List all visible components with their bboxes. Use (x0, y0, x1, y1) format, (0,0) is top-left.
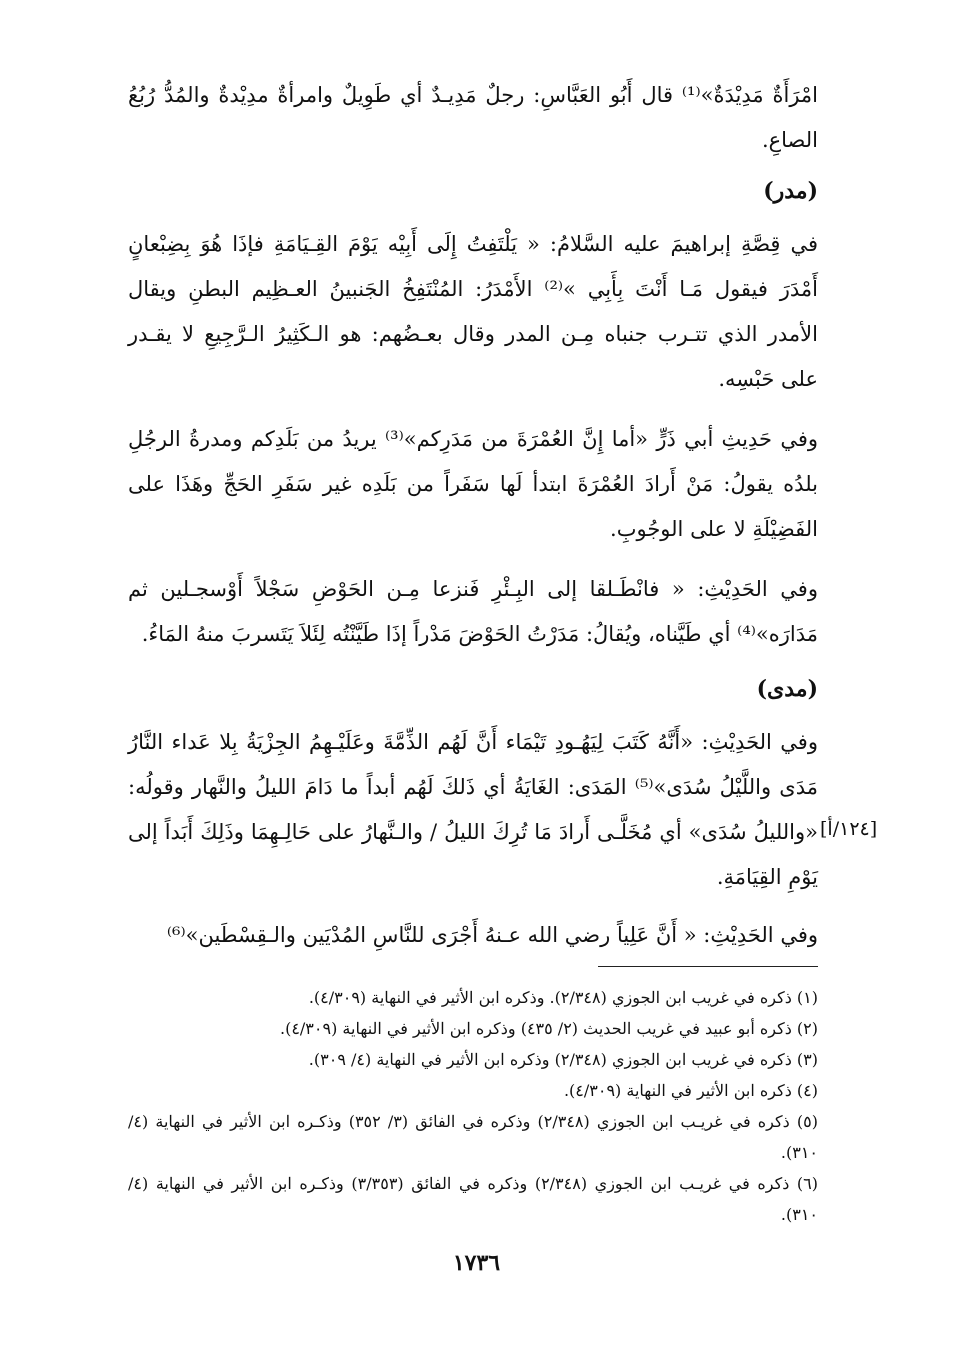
paragraph-yahud-tayma: وفي الحَدِيْثِ: «أَنَّهُ كَتَبَ لِيَهُـودِ تَيْمَاء أَنَّ لَهُم الذِّمَّةَ وعَلَيْـهِمُ الجِزْيَةُ بِلا عَداء النَّارُ مَدَى واللَّيْلُ سُدَى»⁽⁵⁾ المَدَى: الغَايَةُ أي ذَلكَ لَهُم أبداً ما دَامَ الليلُ والنَّهار وقولُه: «والليلُ سُدَى» أي مُخَلَّـى أَرادَ مَا تُرِكَ الليلُ / والـنَّهارُ على حَالِـهِمَا وذَلِكَ أَبَداً إلى يَوْمِ القِيَامَةِ. (128, 730, 819, 889)
footnote-5: (٥) ذكره في غريـب ابن الجوزي (٢/٣٤٨) وذكره في الفائق (٣/ ٣٥٢) وذكـره ابن الأثير في النهاية (٤/ ٣١٠). (128, 1112, 818, 1162)
footnote-1: (١) ذكره في غريب ابن الجوزي (٢/٣٤٨). وذكره ابن الأثير في النهاية (٤/٣٠٩). (308, 988, 818, 1007)
footnote-divider (598, 966, 818, 967)
footnote-6: (٦) ذكره في غريـب ابن الجوزي (٢/٣٤٨) وذكره في الفائق (٣/٣٥٣) وذكـره ابن الأثير في النهاية (٤/ ٣١٠). (128, 1174, 819, 1224)
paragraph-madida: امْرَأَةٌ مَدِيْدَةٌ»⁽¹⁾ قال أَبُو العَبَّاسِ: رجلٌ مَدِيـدٌ أي طَوِيلٌ وامرأةٌ مدِيْدةٌ والمُدُّ رُبُعُ الصاعِ. (128, 83, 818, 152)
heading-mada: (مدى) (756, 676, 818, 702)
paragraph-abu-dharr: وفي حَدِيثِ أبي ذَرٍّ «أما إِنَّ العُمْرَةَ من مَدَرِكم»⁽³⁾ يريدُ من بَلَدِكم ومدرةُ الرجُلِ بلدُه يقولُ: مَنْ أَرادَ العُمْرَةَ ابتدأ لَها سَفَراً من بَلَدِه غير سَفَرِ الحَجِّ وهَذَا على الفَضِيْلَةِ لا على الوجُوبِ. (128, 427, 818, 541)
heading-madar: (مدر) (763, 178, 818, 204)
page-number: ١٧٣٦ (452, 1250, 501, 1276)
footnote-2: (٢) ذكره أبو عبيد في غريب الحديث (٢/ ٤٣٥) وذكره ابن الأثير في النهاية (٤/٣٠٩). (279, 1019, 818, 1038)
paragraph-ali: وفي الحَدِيْثِ: « أَنَّ عَلِياً رضي الله عـنهُ أَجْرَى للنَّاسِ المُدْيَين والـقِسْطَين»⁽⁶⁾ (166, 923, 818, 947)
paragraph-ibrahim: في قِصَّةِ إبراهيمَ عليه السَّلامُ: « يَلْتَفِتُ إِلَى أَبِيْه يَوْمَ القِـيَامَةِ فإذَا هُوَ بِضِبْعانٍ أَمْدَرَ فيقول مَـا أَنْتَ بِأَبِي »⁽²⁾ الأَمْدَرُ: المُنْتَفِخُ الجَنبينُ العـظِيم البطنِ ويقال الأمدر الذي تتـرب جنباه مِـن المدر وقال بعـضُهم: هو الـكَثِيرُ الـرَّجِيعِ لا يقـدر على حَبْسِه. (128, 232, 818, 391)
margin-folio-note: [١٢٤/أ] (820, 818, 878, 840)
paragraph-hawd: وفي الحَدِيْثِ: « فانْطَـلقا إلى البِـئْرِ فَنزعا مِـن الحَوْضِ سَجْلاً أَوْسجـلين ثم مَدَارَه»⁽⁴⁾ أي طَيَّناه، ويُقالُ: مَدَرْتُ الحَوْضَ مَدْراً إذَا طَيَّنْتُه لِئَلاَ يَتَسربَ منهُ المَاءُ. (128, 577, 818, 646)
footnote-3: (٣) ذكره في غريب ابن الجوزي (٢/٣٤٨) وذكره ابن الأثير في النهاية (٤/ ٣٠٩). (308, 1050, 818, 1069)
footnote-4: (٤) ذكره ابن الأثير في النهاية (٤/٣٠٩). (563, 1081, 818, 1100)
